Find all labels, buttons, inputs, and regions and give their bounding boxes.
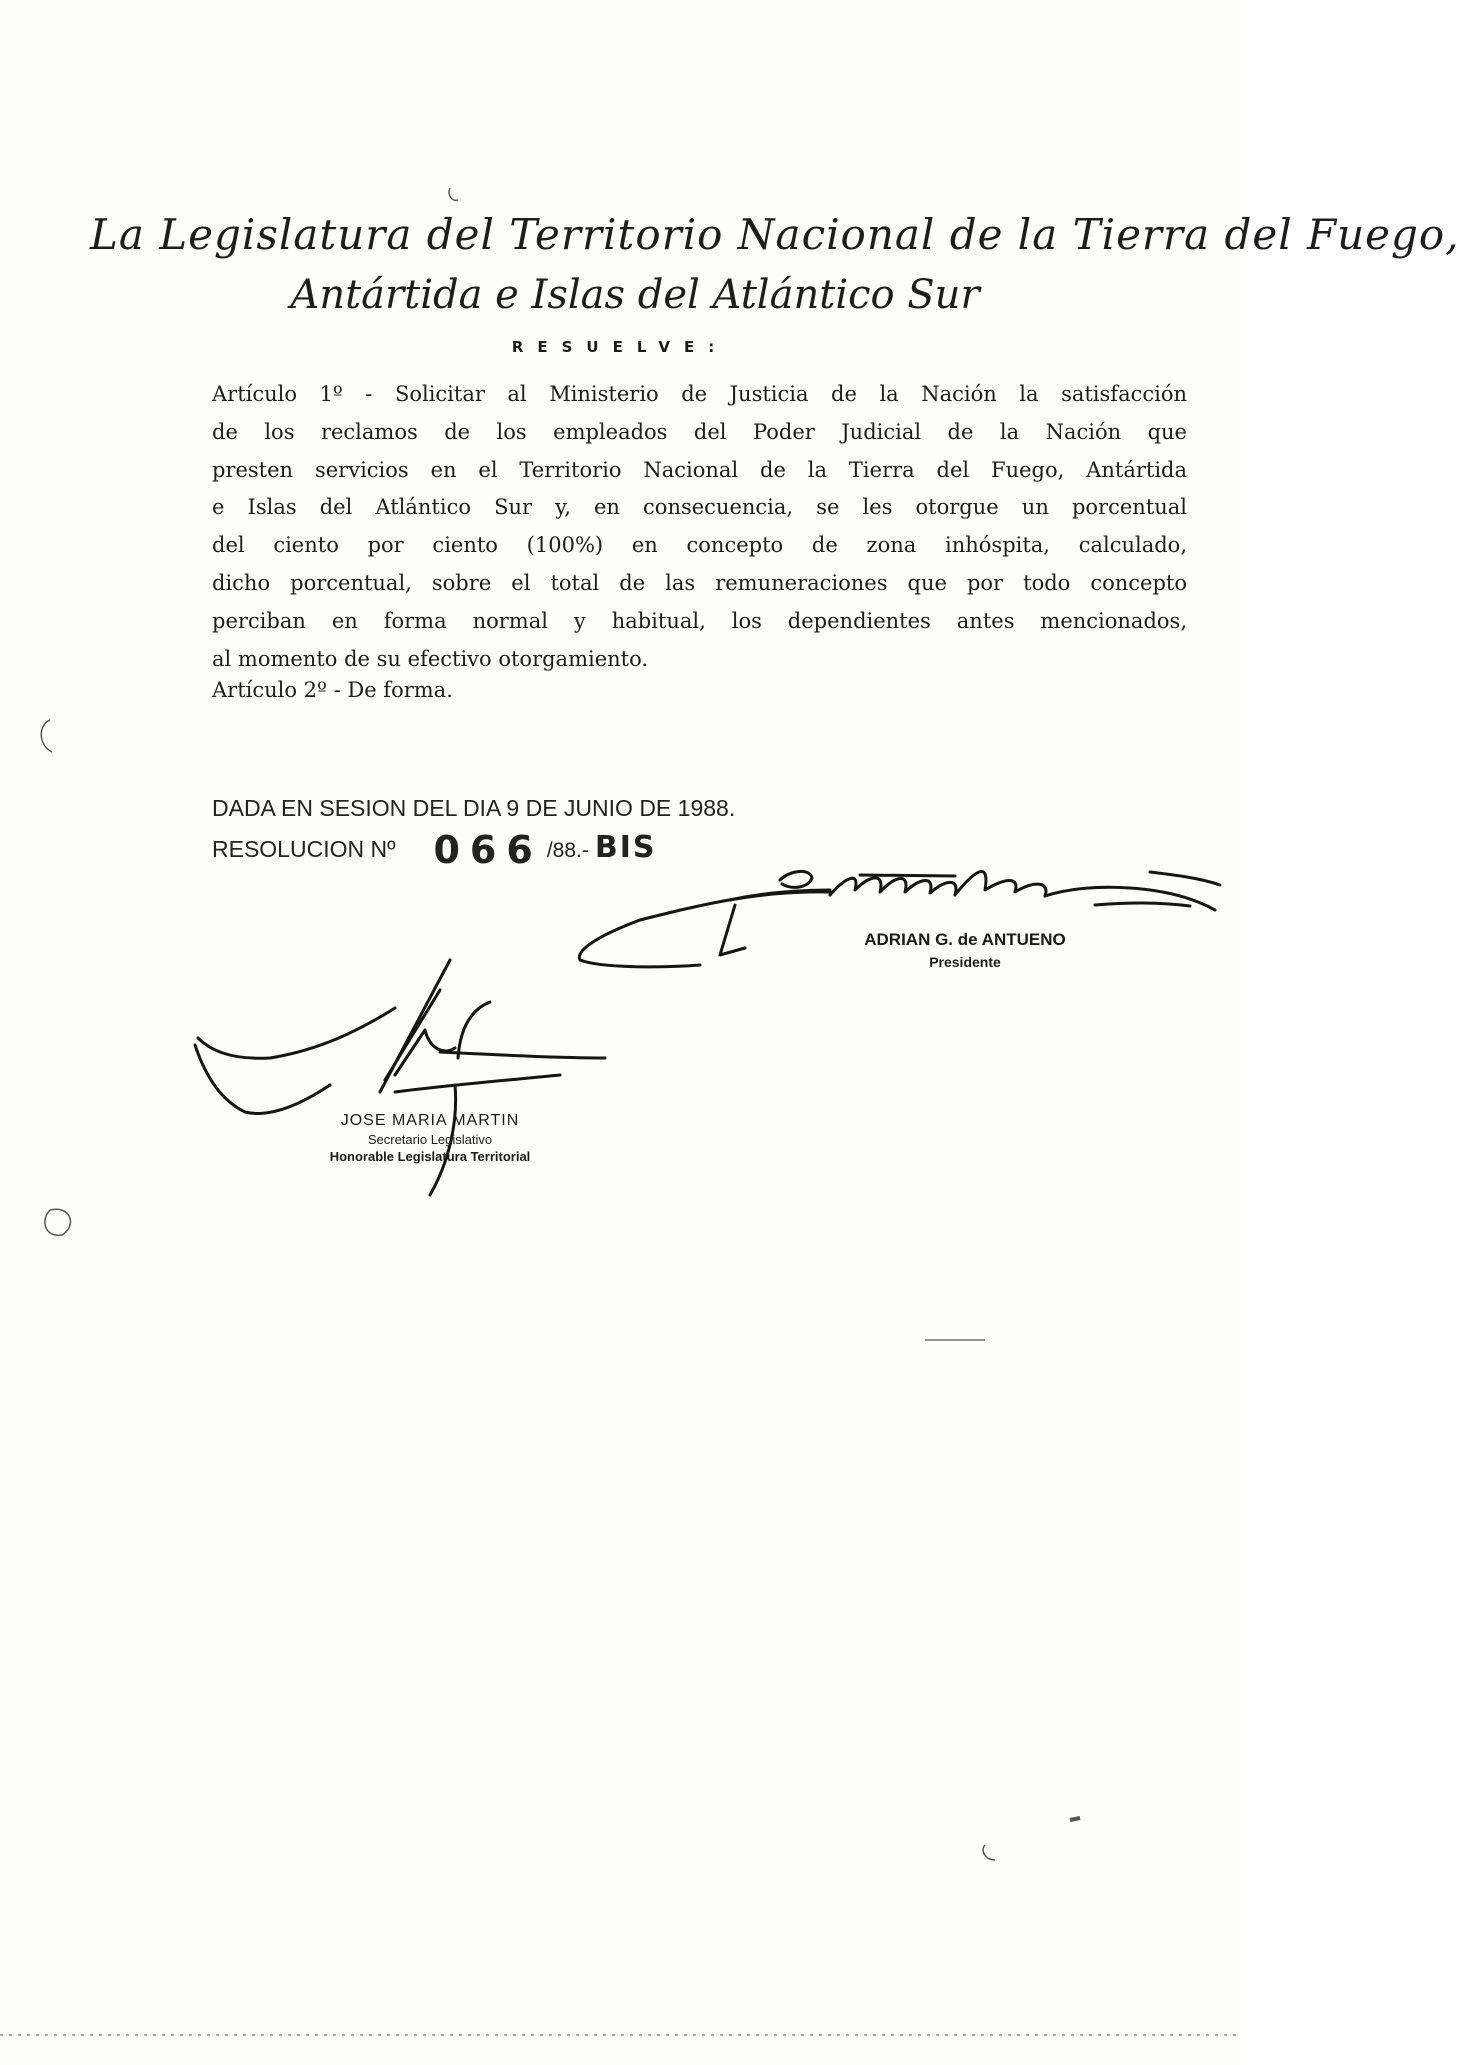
resolution-year-suffix: /88.- <box>546 839 589 862</box>
article-1-line: Artículo 1º - Solicitar al Ministerio de Justicia de la Nación la satisfacción <box>212 382 1187 406</box>
resuelve-heading: RESUELVE: <box>511 338 729 356</box>
article-1-line: del ciento por ciento (100%) en concepto de zona inhóspita, calculado, <box>212 533 1187 558</box>
article-1 <box>212 376 1187 678</box>
article-1-line: presten servicios en el Territorio Nacional de la Tierra del Fuego, Antártida <box>212 457 1187 482</box>
letterhead <box>90 205 1460 325</box>
letterhead-line-2: Antártida e Islas del Atlántico Sur <box>290 272 980 318</box>
resolution-label: RESOLUCION Nº <box>212 836 396 862</box>
president-title: Presidente <box>929 954 1001 970</box>
secretary-name: JOSE MARIA MARTIN <box>340 1112 520 1129</box>
article-2: Artículo 2º - De forma. <box>212 678 453 702</box>
letterhead-line-1: La Legislatura del Territorio Nacional de la Tierra del Fuego, <box>90 210 1460 259</box>
session-date: DADA EN SESION DEL DIA 9 DE JUNIO DE 1988. <box>212 795 736 821</box>
resolution-bis-stamp: BIS <box>594 830 657 865</box>
article-1-line: al momento de su efectivo otorgamiento. <box>212 646 649 671</box>
article-1-line: dicho porcentual, sobre el total de las remuneraciones que por todo concepto <box>212 570 1187 595</box>
president-name: ADRIAN G. de ANTUENO <box>864 930 1066 949</box>
resolution-number: 066 <box>433 828 543 872</box>
secretary-role: Secretario Legislativo <box>367 1132 493 1147</box>
article-1-line: perciban en forma normal y habitual, los dependientes antes mencionados, <box>212 608 1187 633</box>
secretary-organization: Honorable Legislatura Territorial <box>329 1149 531 1164</box>
resolution-number-line <box>212 828 656 872</box>
article-1-line: de los reclamos de los empleados del Poder Judicial de la Nación que <box>212 419 1187 444</box>
president-signature-block <box>855 930 1075 970</box>
article-1-line: e Islas del Atlántico Sur y, en consecuencia, se les otorgue un porcentual <box>212 495 1187 520</box>
secretary-signature-block <box>300 1112 560 1164</box>
